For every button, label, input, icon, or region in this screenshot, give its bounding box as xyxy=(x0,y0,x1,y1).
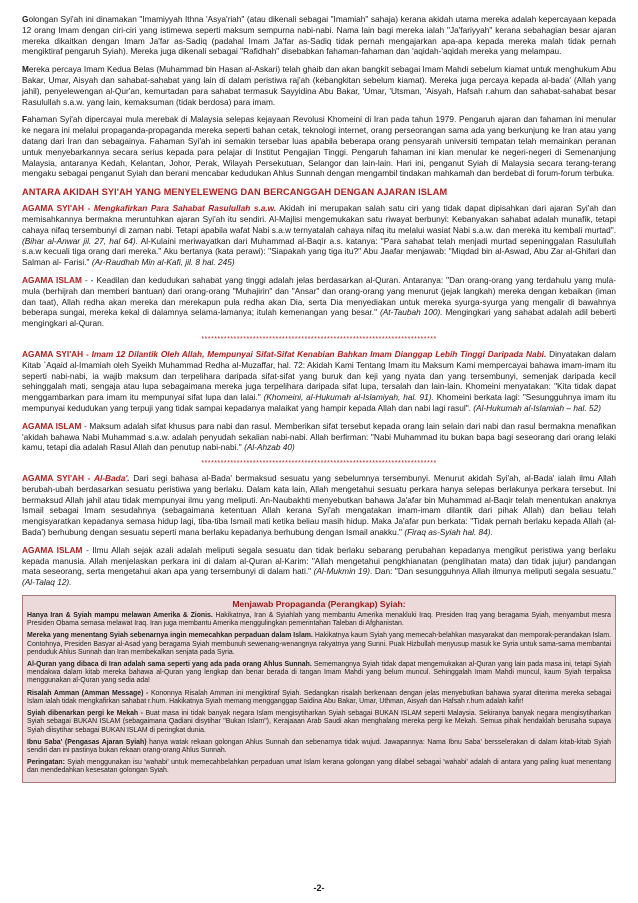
syiah-block-sahabat xyxy=(22,203,616,268)
block-text: . Dan: "Dan sesungguhnya Allah ilmunya meliputi segala sesuatu." xyxy=(370,566,617,577)
block-citation: (Firaq as-Syiah hal. 84). xyxy=(404,527,493,538)
block-label: AGAMA SYI'AH xyxy=(22,203,84,214)
intro-paragraph-1 xyxy=(22,14,616,57)
block-title: Mengkafirkan Para Sahabat Rasulullah s.a.w. xyxy=(93,203,277,214)
block-dash: - xyxy=(83,473,94,484)
block-label: AGAMA SYI'AH xyxy=(22,473,84,484)
block-label: AGAMA ISLAM xyxy=(22,274,82,285)
star-divider: ************************************************************************* xyxy=(201,335,437,343)
box-item-text: hanya watak rekaan golongan Ahlus Sunnah dan sebenarnya tidak wujud. Jawapannya: Nama Ibnu Saba' bersselerakan di dalam kitab-kitab Syiah sendiri dan ini pastinya bukan rekaan orang-orang Ahlus Sunnah. xyxy=(27,738,611,754)
box-item xyxy=(27,661,611,686)
syiah-block-imam xyxy=(22,349,616,414)
box-item-text: Hakikatnya kaum Syiah yang memecah-belahkan masyarakat dan memporak-perandakan Islam. Contohnya, Presiden Basyar al-Asad yang beragama Syiah membunuh sewenang-wenangnya rakyatnya yang Sunni. Puak Hizbullah menyusup masuk ke Syria untuk sama-sama membantai penduduk Ahlus Sunnah dan Iran membekalkan senjata pada Syria. xyxy=(27,632,611,656)
box-item-text: Hakikatnya, Iran & Syiahlah yang membantu Amerika menakluki Iraq. Presiden Iraq yang beragama Syiah, menyambut mesra Presiden Obama semasa melawat Iraq. Iran juga membantu Amerika menggulingkan pemerintahan Taleban di Afghanistan. xyxy=(27,612,611,628)
block-label: AGAMA ISLAM xyxy=(22,544,83,555)
block-text: - Ilmu Allah sejak azali adalah meliputi segala sesuatu dan tidak berlaku sebarang perubahan kepadanya mengikut peristiwa yang berlaku kepada manusia. Allah menjelaskan perkara ini di dalam al-Quran al-Karim: "Allah mengetahui pengkhianatan (penglihatan mata) dan tidak jujur) pandangan mata seseorang, serta mengetahui akan apa yang tersembunyi di dalam hati." xyxy=(22,544,616,577)
box-item-lead: Peringatan: xyxy=(27,759,65,767)
block-citation: (At-Taubah 100). xyxy=(379,307,443,318)
box-item xyxy=(27,739,611,755)
block-citation: (Al-Mukmin 19) xyxy=(313,566,371,577)
box-item-lead: Mereka yang menentang Syiah sebenarnya ingin memecahkan perpaduan dalam Islam. xyxy=(27,632,313,640)
box-item-text: Syiah menggunakan isu 'wahabi' untuk memecahbelahkan perpaduan umat Islam kerana golongan yang dilabel sebagai 'wahabi' adalah di antara yang paling kuat menentang dan mendedahkan kesesatan golongan Syiah. xyxy=(27,759,611,775)
drop-letter: G xyxy=(22,14,29,24)
block-text: - - Keadilan dan kedudukan sahabat yang tinggi adalah jelas berdasarkan al-Quran. Antaranya: "Dan orang-orang yang terdahulu yang mula-mula (berhijrah dan memberi bantuan) dari orang-orang "Muhajirin" dan "Ansar" dan orang-orang yang menurut (jejak langkah) mereka dengan kebaikan (iman dan taat), Allah redha akan mereka dan merekapun pula redha akan Dia, serta Dia menyediakan untuk mereka syurga-syurga yang mengalir di bawahnya beberapa sungai, mereka kekal di dalamnya selama-lamanya; itulah kemenangan yang besar." xyxy=(22,274,616,318)
box-item xyxy=(27,759,611,775)
box-item-lead: Hanya Iran & Syiah mampu melawan Amerika & Zionis. xyxy=(27,612,213,620)
box-item xyxy=(27,632,611,657)
box-item-text: Sememangnya Syiah tidak dapat mengemukakan al-Quran yang lain pada masa ini, tetapi Syiah mendakwa dalam kitab mereka bahawa al-Quran yang lengkap dan benar berada di tangan Imam Mahdi yang belum muncul. Sehinggalah Imam Mahdi muncul, kaum Syiah terpaksa menggunakan al-Quran yang sedia ada! xyxy=(27,661,611,685)
star-divider: ************************************************************************* xyxy=(201,460,437,468)
intro-paragraph-3 xyxy=(22,114,616,179)
box-item xyxy=(27,690,611,706)
box-item xyxy=(27,710,611,735)
box-item-text: Buat masa ini tidak banyak negara Islam mengisytiharkan Syiah sebagai BUKAN ISLAM seperti Malaysia. Sekiranya banyak negara mengisytiharkan Syiah sebagai BUKAN ISLAM (sebagaimana Qadiani disytihar "Bukan Islam"), Kerajaaan Arab Saudi akan menghalang mereka pergi ke Mekah. Semua pihak hendaklah berusaha supaya Syiah diisytihar sebagai BUKAN ISLAM di peringkat dunia. xyxy=(27,710,611,734)
block-text: Mengingkari yang sahabat adalah adil beberti mengingkari al-Quran. xyxy=(22,307,616,329)
box-item xyxy=(27,612,611,628)
block-text: Dinyatakan dalam Kitab `Aqaid al-Imamiah oleh Syeikh Muhammad Redha al-Muzaffar, hal. 72: Akidah Kami Tentang Imam itu Maksum Kami mempercayai bahawa imam-imam itu seperti nabi-nabi, ia wajib maksum dan terpelihara daripada sifat-sifat yang buruk dan keji yang nyata dan yang tersembunyi, semenjak daripada kecil sehinggalah mati, sengaja atau lupa sebagaimana mereka juga terpelihara daripada sifat lupa, tersalah dan lain-lain. Khomeini menyatakan: "Kita tidak dapat menggambarkan para imam itu mempunyai sifat lupa dan lalai." xyxy=(22,348,617,403)
block-text: Dari segi bahasa al-Bada' bermaksud sesuatu yang sebelumnya tersembunyi. Menurut akidah Syi'ah, al-Bada' ialah ilmu Allah berubah-ubah berdasarkan sesuatu peristiwa yang berlaku. Dalam kata lain, Allah mengetahui sesuatu perkara hanya selepas berlakunya perkara tersebut. Ini bermaksud Allah jahil atau tidak mempunyai ilmu yang meliputi. An-Naubakhti menyebutkan bahawa Ja'afar bin Muhammad al-Baqir telah menentukan anaknya Ismail sebagai Imam sesudahnya (sebagaimana ketentuan Allah kerana Syi'ah mengatakan imam-imam dilantik dari pihak Allah) dan beliau telah mengisyaratkan kepadanya semasa hidup lagi, tiba-tiba Ismail mati ketika beliau masih hidup. Maka Ja'afar pun berkata: "Tidak pernah berlaku kepada Allah (al-Bada') berhubung dengan sesuatu seperti mana berlaku kepadanya berhubung dengan Ismail anakku." xyxy=(22,473,617,538)
block-label: AGAMA SYI'AH xyxy=(22,348,84,359)
block-citation: (Al-Ahzab 40) xyxy=(244,442,295,453)
box-item-lead: Syiah dibenarkan pergi ke Mekah - xyxy=(27,710,143,718)
block-text: - Maksum adalah sifat khusus para nabi dan rasul. Memberikan sifat tersebut kepada orang lain selain dari nabi dan rasul bermakna menafikan 'akidah bahawa Nabi Muhammad s.a.w. adalah penyudah sekalian nabi-nabi. Allah berfirman: "Nabi Muhammad itu bukan bapa bagi seseorang dari orang lelaki kamu, tetapi dia adalah Rasul Allah dan penutup nabi-nabi." xyxy=(22,420,616,453)
page-number: -2- xyxy=(313,883,325,893)
block-title: Al-Bada'. xyxy=(93,473,130,484)
box-item-lead: Ibnu Saba' (Pengasas Ajaran Syiah) xyxy=(27,738,147,746)
intro-paragraph-2 xyxy=(22,64,616,107)
section-heading: ANTARA AKIDAH SYI'AH YANG MENYELEWENG DAN BERCANGGAH DENGAN AJARAN ISLAM xyxy=(22,187,448,198)
islam-block-maksum xyxy=(22,421,616,453)
drop-letter: F xyxy=(22,114,28,125)
box-item-lead: Al-Quran yang dibaca di Iran adalah sama seperti yang ada pada orang Ahlus Sunnah. xyxy=(27,661,312,669)
box-item-text: Kononnya Risalah Amman ini mengiktiraf Syiah. Sedangkan risalah berkenaan dengan jelas menyebutkan bahawa syarat diterima mereka sebagai Islam ialah tidak mengkafirkan sahabat r.hum. Hakikatnya Syiah memang mengganggap Saidina Abu Bakar, Umar, Uthman, Aisyah dan Hafsah r.hum adalah kafir! xyxy=(27,689,611,705)
islam-block-sahabat xyxy=(22,275,616,329)
islam-block-ilmu xyxy=(22,545,616,588)
block-text: Al-Kulaini meriwayatkan dari Muhammad al-Baqir a.s. katanya: "Para sahabat telah menjadi murtad sepeninggalan Rasulullah s.a.w kecuali tiga orang dari mereka." Aku bertanya (kata perawi): "Siapakah yang tiga itu?" Abu Jaafar menjawab: "Miqdad bin al-Aswad, Abu Zar al-Ghifari dan Salman al- Farisi." xyxy=(22,235,616,268)
block-label: AGAMA ISLAM xyxy=(22,420,82,431)
syiah-block-bada xyxy=(22,473,616,538)
paragraph-text: ahaman Syi'ah dipercayai mula merebak di Malaysia selepas kejayaan Revolusi Khomeini di Iran pada tahun 1979. Pengaruh ajaran dan fahaman ini menular ke negara ini melalui propaganda-propaganda mereka seperti bahan cetak, teknologi internet, orang perseorangan sama ada yang berkunjung ke Iran atau yang datang dari Iran dan sebagainya. Fahaman Syi'ah ini semakin tersebar luas apabila beberapa orang pensyarah universiti tempatan telah memainkan peranan untuk menyebarkannya secara serius kepada para pelajar di Institut Pengajian Tinggi. Pengaruh fahaman ini kian menular ke negeri-negeri di Semenanjung Malaysia, antaranya Kedah, Kelantan, Johor, Perak, Wilayah Persekutuan, Selangor dan lain-lain. Hari ini, penganut Syiah di Malaysia secara terang-terang mengaku sebagai penganut Syiah dan berani mencabar kedudukan Ahlus Sunnah dengan mengambil tindakan mahkamah dan berdebat di forum-forum terbuka. xyxy=(22,114,616,179)
box-item-lead: Risalah Amman (Amman Message) - xyxy=(27,689,149,697)
box-title: Menjawab Propaganda (Perangkap) Syiah: xyxy=(232,599,406,610)
block-dash: - xyxy=(83,203,94,214)
block-citation: (Al-Hukumah al-Islamiah – hal. 52) xyxy=(473,402,601,413)
paragraph-text: ereka percaya Imam Kedua Belas (Muhammad bin Hasan al-Askari) telah ghaib dan akan bangkit sebagai Imam Mahdi sebelum kiamat untuk menghukum Abu Bakar, Umar, Aisyah dan sahabat-sahabat yang lain di dalam peristiwa raj'ah (kebangkitan sebelum kiamat). Mereka juga percaya kepada al-bada' (Allah yang jahil), penyelewengan al-Qur'an, kemurtadan para sahabat termasuk Sayyidina Abu Bakar, 'Umar, 'Utsman, 'Aisyah, Hafsah r.ahum dan sahabat-sahabat besar Rasulullah s.a.w. yang lain, kemaksuman (tidak berdosa) para imam. xyxy=(22,64,616,107)
block-citation: (Ar-Raudhah Min al-Kafi, jil. 8 hal. 245) xyxy=(91,257,235,268)
block-dash: - xyxy=(83,348,92,359)
block-title: Imam 12 Dilantik Oleh Allah, Mempunyai Sifat-Sifat Kenabian Bahkan Imam Dianggap Lebih Tinggi Daripada Nabi. xyxy=(91,348,547,359)
block-text: Akidah ini merupakan salah satu ciri yang tidak dapat dipisahkan dari ajaran Syi'ah dan memisahkannya bermakna meruntuhkan ajaran Syi'ah itu sendiri. Al-Majlisi mengemukakan satu riwayat berbunyi: Kebanyakan sahabat adalah munafik, tetapi cahaya nifaq tersembunyi di zaman nabi. Tetapi apabila wafat Nabi s.a.w ternyatalah cahaya nifaq itu melalui wasiat Nabi s.a.w. dan mereka itu kembali murtad". xyxy=(22,203,617,235)
paragraph-text: olongan Syi'ah ini dinamakan "Imamiyyah Ithna 'Asya'riah" (atau dikenali sebagai "Imamiah" sahaja) kerana akidah utama mereka adalah kepercayaan kepada 12 orang Imam dengan ciri-ciri yang istimewa seperti maksum sempurna nabi-nabi. Nama lain bagi mereka ialah "Ja'fariyyah" kerana sebahagian besar ajaran mereka dikaitkan dengan Imam Ja'far as-Sadiq (padahal Imam Ja'far as-Sadiq tidak pernah mengajarkan apa-apa kepada mereka malah tidak pernah mengiktiraf pengaruh Syiah). Mereka juga dikenali sebagai "Rafidhah" disebabkan fahaman-fahaman dan 'aqidah-'aqidah mereka yang melampau. xyxy=(22,14,616,57)
drop-letter: M xyxy=(22,64,29,75)
propaganda-box xyxy=(22,595,616,782)
block-text: Khomeini berkata lagi: "Sesungguhnya imam itu mempunyai kedudukan yang terpuji yang tidak sampai kepadanya malaikat yang hampir kepada Allah dan nabi lagi rasul". xyxy=(22,392,616,413)
block-citation: (Khomeini, al-Hukumah al-Islamiyah, hal. 91). xyxy=(263,392,434,403)
block-citation: (Bihar al-Anwar jil. 27, hal 64). xyxy=(22,235,138,246)
block-citation: (Al-Talaq 12). xyxy=(22,577,72,588)
